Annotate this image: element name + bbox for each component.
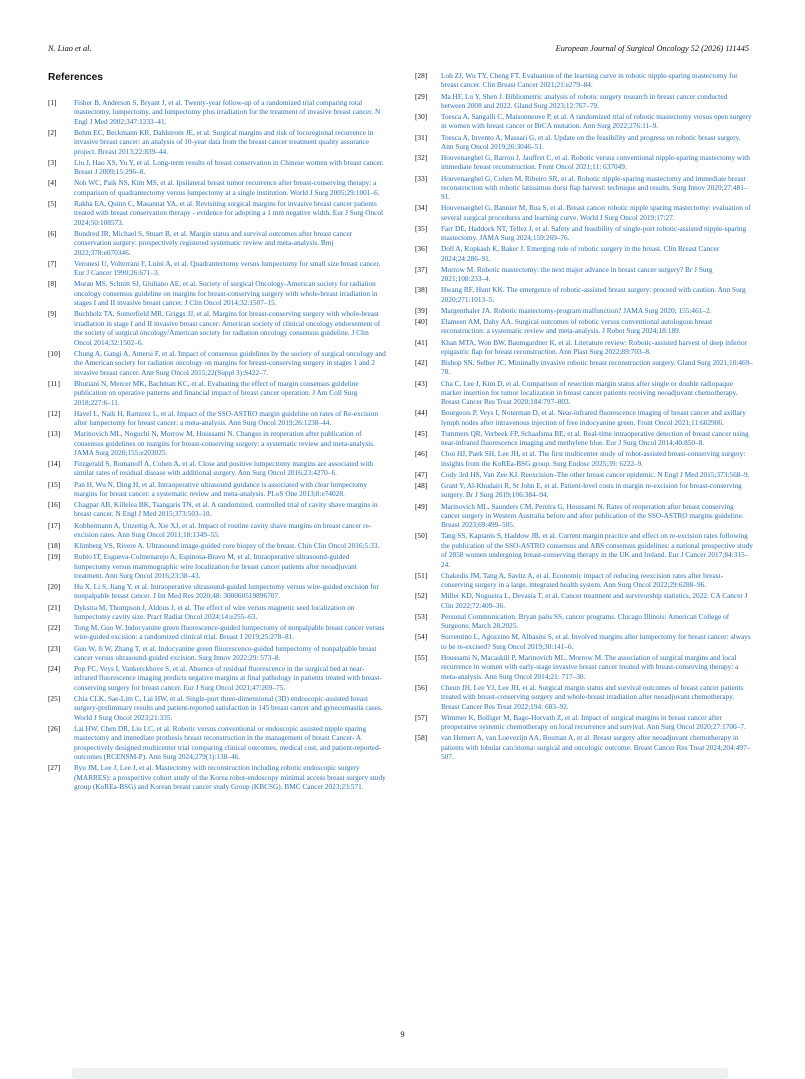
reference-number: [26] — [48, 723, 61, 733]
reference-link[interactable]: Chagpar AB, Killelea BK, Tsangaris TN, et al. A randomized, controlled trial of cavity shave margins in breast cancer. N Engl J Med 2015;373:503–10. — [74, 500, 378, 519]
reference-entry — [415, 470, 753, 479]
reference-entry — [48, 664, 386, 692]
reference-entry — [48, 623, 386, 642]
reference-number: [36] — [415, 244, 428, 254]
reference-link[interactable]: Hu X, Li S, Jiang Y, et al. Intraoperative ultrasound-guided lumpectomy versus wire-guided excision for nonpalpable breast cancer. J Int Med Res 2020;48: 300060519896707. — [74, 582, 379, 601]
reference-entry — [415, 174, 753, 202]
reference-link[interactable]: Houvenaeghel G, Bannier M, Rua S, et al. Breast cancer robotic nipple sparing mastectomy: evaluation of several surgical procedures and learning curve. World J Surg Oncol 2019;17:27. — [441, 203, 751, 222]
reference-entry — [48, 724, 386, 762]
reference-number: [49] — [415, 501, 428, 511]
reference-entry — [48, 279, 386, 307]
reference-number: [50] — [415, 531, 428, 541]
reference-number: [30] — [415, 112, 428, 121]
reference-link[interactable]: Chia CLK, Sae-Lim C, Lai HW, et al. Single-port three-dimensional (3D) endoscopic-assisted breast surgery-preliminary results and patient-reported satisfaction in 145 breast cancer and gynecomastia cases. World J Surg Oncol 2023;21:335. — [74, 693, 383, 722]
reference-link[interactable]: Personal Communication. Bryan palis SS, cancer programs. Chicago Illinois: American College of Surgeons; March 28,2025. — [441, 611, 730, 631]
reference-number: [46] — [415, 449, 428, 459]
reference-link[interactable]: Miller KD, Nogueira L, Devasia T, et al. Cancer treatment and survivorship statistics, 2022. CA Cancer J Clin 2022;72:409–36. — [441, 591, 748, 610]
reference-entry — [48, 409, 386, 428]
reference-link[interactable]: Tang SS, Kaptanis S, Haddow JB, et al. Current margin practice and effect on re-excision rates following the publication of the SSO-ASTRO consensus and ABS consensus guidelines: a national prospective study of 2858 women undergoing breast-conserving therapy in the UK and Ireland. Eur J Cancer 2017;84:315–24. — [441, 531, 753, 569]
reference-entry — [48, 500, 386, 519]
reference-number: [6] — [48, 228, 57, 238]
reference-number: [11] — [48, 378, 60, 388]
reference-entry — [415, 317, 753, 336]
reference-link[interactable]: Margenthaler JA. Robotic mastectomy-program malfunction? JAMA Surg 2020; 155:461–2. — [441, 305, 712, 315]
reference-link[interactable]: Rubio IT, Esgueva-Colmenarejo A, Espinosa-Bravo M, et al. Intraoperative ultrasound-guided lumpectomy versus mammographic wire localization for breast cancer patients after neoadjuvant treatment. Ann Surg Oncol 2016;23:38–43. — [74, 552, 357, 580]
reference-link[interactable]: Fitzgerald S, Romanoff A, Cohen A, et al. Close and positive lumpectomy margins are associated with similar rates of residual disease with additional surgery. Ann Surg Oncol 2016;23:4270–6. — [74, 459, 374, 478]
reference-link[interactable]: Sorrentino L, Agozzino M, Albasini S, et al. Involved margins after lumpectomy for breast cancer: always to be re-excised? Surg Oncol 2019;30:141–6. — [441, 632, 751, 651]
reference-entry — [48, 349, 386, 377]
reference-number: [13] — [48, 429, 61, 439]
reference-number: [42] — [415, 358, 428, 367]
reference-number: [55] — [415, 652, 428, 662]
reference-entry — [415, 306, 753, 315]
reference-link[interactable]: Dykstra M, Thompson J, Aldous J, et al. The effect of wire versus magnetic seed localization on lumpectomy cavity size. Pract Radiat Oncol 2024;14:e255–63. — [74, 602, 355, 621]
reference-number: [18] — [48, 541, 61, 551]
reference-entry — [48, 379, 386, 407]
reference-number: [38] — [415, 285, 428, 295]
reference-link[interactable]: Pan H, Wu N, Ding H, et al. Intraoperative ultrasound guidance is associated with clear lumpectomy margins for breast cancer: a systematic review and meta-analysis. PLoS One 2013;8:e74028. — [74, 479, 368, 498]
reference-entry — [48, 521, 386, 540]
reference-entry — [415, 429, 753, 448]
reference-link[interactable]: Morrow M. Robotic mastectomy: the next major advance in breast cancer surgery? Br J Surg 2021;108:233–4. — [441, 264, 713, 284]
reference-number: [5] — [48, 198, 57, 208]
reference-number: [43] — [415, 378, 428, 388]
reference-link[interactable]: Wimmer K, Bolliger M, Bago-Horvath Z, et al. Impact of surgical margins in breast cancer after preoperative systemic chemotherapy on local recurrence and survival. Ann Surg Oncol 2020;27:1700–7. — [441, 712, 746, 732]
reference-entry — [48, 763, 386, 791]
reference-link[interactable]: Noh WC, Paik NS, Kim MS, et al. Ipsilateral breast tumor recurrence after breast-conserving therapy: a comparison of quadrantectomy versus lumpectomy at a single institution. World J Surg 2005;29:1001–6. — [74, 178, 380, 197]
reference-entry — [48, 459, 386, 478]
reference-number: [1] — [48, 98, 57, 107]
reference-number: [23] — [48, 643, 61, 653]
reference-number: [25] — [48, 693, 61, 703]
reference-number: [58] — [415, 733, 428, 743]
reference-entry — [415, 683, 753, 711]
references-column-left — [48, 98, 386, 793]
reference-link[interactable]: Ryu JM, Lee J, Lee J, et al. Mastectomy with reconstruction including robotic endoscopic surgery (MARRES): a prospective cohort study of the Korea robot-endoscopy minimal access breast surgery study group (KoREa-BSG) and Korean breast cancer study Group (KBCSG). BMC Cancer 2023;23:571. — [74, 763, 386, 792]
reference-number: [51] — [415, 570, 428, 580]
reference-link[interactable]: Toesca A, Invento A, Massari G, et al. Update on the feasibility and progress on robotic breast surgery. Ann Surg Oncol 2019;26:3046–51. — [441, 132, 741, 151]
reference-entry — [48, 480, 386, 499]
reference-number: [2] — [48, 127, 57, 137]
reference-number: [31] — [415, 132, 428, 142]
reference-entry — [48, 259, 386, 278]
reference-number: [7] — [48, 258, 57, 268]
references-column-right — [415, 71, 753, 763]
reference-link[interactable]: Houvenaeghel G, Cohen M, Ribeiro SR, et al. Robotic nipple-sparing mastectomy and immediate breast reconstruction with robotic latissimus dorsi flap harvest: technique and results. Surg Innov 2020;27:481–91. — [441, 173, 748, 202]
reference-entry — [415, 632, 753, 651]
reference-link[interactable]: Klimberg VS, Rivere A. Ultrasound image-guided core biopsy of the breast. Chin Clin Oncol 2016;5:33. — [74, 541, 380, 551]
reference-number: [45] — [415, 428, 428, 438]
reference-entry — [48, 128, 386, 156]
reference-number: [44] — [415, 408, 428, 418]
reference-link[interactable]: Khan MTA, Won BW, Baumgardner K, et al. Literature review: Robotic-assisted harvest of deep inferior epigastric flap for breast reconstruction. Ann Plast Surg 2022;89:703–8. — [441, 337, 748, 356]
reference-entry — [415, 481, 753, 500]
reference-link[interactable]: Choi HJ, Paek SH, Lee JH, et al. The first multicenter study of robot-assisted breast-conserving surgery: insights from the KoREa-BSG group. Surg Endosc 2025;39: 6222–9. — [441, 449, 746, 468]
reference-link[interactable]: Doll A, Kopkash K, Baker J. Emerging role of robotic surgery in the breast. Clin Breast Cancer 2024;24:286–91. — [441, 244, 720, 263]
reference-entry — [415, 733, 753, 761]
reference-link[interactable]: Hwang RF, Hunt KK. The emergence of robotic-assisted breast surgery: proceed with caution. Ann Surg 2020;271:1013–5. — [441, 285, 746, 304]
reference-link[interactable]: Cha C, Lee J, Kim D, et al. Comparison of resection margin status after single or double radiopaque marker insertion for tumor localization in breast cancer patients receiving neoadjuvant chemotherapy. Breast Cancer Res Treat 2020;184:797–803. — [441, 378, 738, 407]
reference-number: [35] — [415, 223, 428, 233]
reference-link[interactable]: Havel L, Naik H, Ramirez L, et al. Impact of the SSO-ASTRO margin guideline on rates of Re-excision after lumpectomy for breast cancer: a meta-analysis. Ann Surg Oncol 2019;26:1238–44. — [74, 408, 379, 428]
reference-link[interactable]: Lai HW, Chen DR, Liu LC, et al. Robotic versus conventional or endoscopic assisted nipple sparing mastectomy and immediate prothesis breast reconstruction in the management of breast Cancer- A prospectively designed multicenter trial comparing clinical outcomes, medical cost, and patient-reported-outcomes (RCENSM-P). Ann Surg 2024;279(1):138–46. — [74, 723, 382, 762]
reference-link[interactable]: Tummers QR, Verbeek FP, Schaafsma BE, et al. Real-time intraoperative detection of breast cancer using near-infrared fluorescence imaging and methylene blue. Eur J Surg Oncol 2014;40:850–8. — [441, 428, 749, 448]
bottom-toolbar-strip — [72, 1068, 728, 1079]
reference-entry — [415, 502, 753, 530]
reference-number: [57] — [415, 712, 428, 722]
reference-entry — [48, 582, 386, 601]
reference-entry — [415, 338, 753, 357]
reference-link[interactable]: Guo W, Ji W, Zhang T, et al. Indocyanine green fluorescence-guided lumpectomy of nonpalpable breast cancer versus ultrasound-guided excision. Surg Innov 2022;29: 573–8. — [74, 643, 377, 662]
reference-number: [54] — [415, 632, 428, 642]
reference-number: [29] — [415, 91, 428, 101]
reference-link[interactable]: Grant Y, Al-Khudairi R, St John E, et al. Patient-level costs in margin re-excision for breast-conserving surgery. Br J Surg 2019;106:384–94. — [441, 481, 742, 500]
reference-link[interactable]: Fisher B, Anderson S, Bryant J, et al. Twenty-year follow-up of a randomized trial comparing total mastectomy, lumpectomy, and lumpectomy plus irradiation for the treatment of invasive breast cancer. N Engl J Med 2002;347:1233–41. — [74, 98, 381, 126]
reference-entry — [48, 694, 386, 722]
reference-number: [24] — [48, 664, 61, 674]
reference-entry — [415, 92, 753, 111]
reference-number: [37] — [415, 264, 428, 274]
reference-entry — [48, 229, 386, 257]
reference-number: [8] — [48, 279, 57, 289]
reference-link[interactable]: Loh ZJ, Wu TY, Cheng FT. Evaluation of the learning curve in robotic nipple-sparing mastectomy for breast cancer. Clin Breast Cancer 2021;21:e279–84. — [441, 71, 738, 90]
reference-entry — [415, 713, 753, 732]
reference-entry — [415, 265, 753, 284]
reference-entry — [48, 178, 386, 197]
reference-number: [52] — [415, 591, 428, 601]
reference-link[interactable]: Chung A, Gangi A, Amersi F, et al. Impact of consensus guidelines by the society of surgical oncology and the American society for radiation oncology on margins for breast-conserving surgery in stages 1 and 2 invasive breast cancer. Ann Surg Oncol 2015;22(Suppl 3):S422–7. — [74, 348, 386, 377]
reference-number: [22] — [48, 623, 61, 633]
reference-number: [53] — [415, 611, 428, 621]
reference-entry — [415, 133, 753, 152]
reference-number: [28] — [415, 71, 428, 80]
reference-number: [48] — [415, 481, 428, 490]
reference-link[interactable]: Behm EC, Beckmann KR, Dahlstrom JE, et al. Surgical margins and risk of locoregional recurrence in invasive breast cancer: an analysis of 10-year data from the breast cancer treatment quality assurance project. Breast 2013;22:839–44. — [74, 127, 374, 156]
reference-link[interactable]: Farr DE, Haddock NT, Tellez J, et al. Safety and feasibility of single-port robotic-assisted nipple-sparing mastectomy. JAMA Surg 2024;159:269–76. — [441, 223, 747, 243]
reference-number: [21] — [48, 602, 61, 612]
reference-entry — [48, 541, 386, 550]
reference-entry — [415, 71, 753, 90]
reference-entry — [415, 358, 753, 377]
reference-entry — [48, 98, 386, 126]
reference-number: [10] — [48, 348, 61, 358]
reference-entry — [415, 224, 753, 243]
reference-entry — [415, 153, 753, 172]
reference-entry — [415, 591, 753, 610]
reference-number: [34] — [415, 203, 428, 213]
reference-link[interactable]: Kobbermann A, Unzeitig A, Xie XJ, et al. Impact of routine cavity shave margins on breast cancer re-excision rates. Ann Surg Oncol 2011;18:1349–55. — [74, 520, 372, 539]
reference-link[interactable]: Bhutiani N, Mercer MK, Bachman KC, et al. Evaluating the effect of margin consensus guideline publication on operative patterns and financial impact of breast cancer operation. J Am Coll Surg 2018;227:6–11. — [74, 378, 359, 407]
reference-link[interactable]: Pop FC, Veys I, Vankerckhove S, et al. Absence of residual fluorescence in the surgical bed at near-infrared fluorescence imaging predicts negative margins at final pathology in patients treated with breast-conserving surgery for breast cancer. Eur J Surg Oncol 2021;47:269–75. — [74, 664, 382, 692]
reference-link[interactable]: Marinovich ML, Noguchi N, Morrow M, Houssami N. Changes in reoperation after publication of consensus guidelines on margins for breast-conserving surgery: a systematic review and meta-analysis. JAMA Surg 2020;155:e203025. — [74, 429, 375, 457]
reference-link[interactable]: Moran MS, Schnitt SJ, Giuliano AE, et al. Society of surgical Oncology-American society for radiation oncology consensus guideline on margins for breast-conserving surgery with whole-breast irradiation in stages I and II invasive breast cancer. J Clin Oncol 2014;32:1507–15. — [74, 279, 378, 308]
reference-link[interactable]: Bundred JR, Michael S, Stuart B, et al. Margin status and survival outcomes after breast cancer conservation surgery: prospectively registered systematic review and meta-analysis. Bmj 2022;378:e070346. — [74, 228, 353, 257]
reference-entry — [415, 203, 753, 222]
reference-number: [27] — [48, 763, 61, 773]
reference-number: [32] — [415, 153, 428, 162]
reference-number: [47] — [415, 469, 428, 479]
reference-number: [33] — [415, 173, 428, 183]
reference-link[interactable]: Houssami N, Macaskill P, Marinovich ML, Morrow M. The association of surgical margins and local recurrence in women with early-stage invasive breast cancer treated with breast-conserving therapy: a meta-analysis. Ann Surg Oncol 2014;21: 717–30. — [441, 652, 739, 681]
reference-link[interactable]: Cody 3rd HS, Van Zee KJ. Reexcision–The other breast cancer epidemic. N Engl J Med 2015;373:568–9. — [441, 469, 750, 479]
reference-entry — [48, 158, 386, 177]
reference-entry — [415, 408, 753, 427]
reference-entry — [48, 552, 386, 580]
reference-number: [14] — [48, 459, 61, 469]
reference-link[interactable]: Tong M, Guo W. Indocyanine green fluorescence-guided lumpectomy of nonpalpable breast cancer versus wire-guided excision: a randomized clinical trial. Breast J 2019;25:278–81. — [74, 623, 385, 642]
reference-entry — [415, 285, 753, 304]
section-title: References — [48, 72, 103, 83]
reference-number: [39] — [415, 305, 428, 315]
reference-link[interactable]: Chakedis JM, Tang A, Savitz A, et al. Economic impact of reducing reexcision rates after breast-conserving surgery in a large, integrated health system. Ann Surg Oncol 2022;29:6288–96. — [441, 570, 724, 590]
reference-link[interactable]: Rakha EA, Quinn C, Masannat YA, et al. Revisiting surgical margins for invasive breast cancer patients treated with breast conservation therapy - evidence for adopting a 1 mm negative width. Eur J Surg Oncol 2024;50:108573. — [74, 198, 384, 227]
reference-entry — [48, 644, 386, 663]
reference-number: [20] — [48, 582, 61, 592]
reference-entry — [415, 244, 753, 263]
reference-number: [9] — [48, 309, 57, 319]
reference-number: [40] — [415, 317, 428, 326]
reference-number: [15] — [48, 479, 61, 489]
running-header-journal: European Journal of Surgical Oncology 52 (2026) 111445 — [555, 44, 749, 53]
reference-link[interactable]: Buchholz TA, Somerfield MR, Griggs JJ, et al. Margins for breast-conserving surgery with whole-breast irradiation in stage I and II invasive breast cancer: American society of clinical oncology endorsement of the society of surgical oncology/American society for radiation oncology consensus guideline. J Clin Oncol 2014;32:1502–6. — [74, 309, 381, 347]
reference-entry — [48, 309, 386, 347]
reference-entry — [415, 531, 753, 569]
reference-number: [17] — [48, 520, 61, 530]
reference-entry — [415, 653, 753, 681]
reference-link[interactable]: Ma HF, Lu Y, Shen J. Bibliometric analysis of robotic surgery research in breast cancer conducted between 2008 and 2022. Gland Surg 2023;12:767–79. — [441, 91, 728, 110]
reference-entry — [415, 449, 753, 468]
reference-number: [56] — [415, 682, 428, 692]
reference-link[interactable]: Liu J, Hao XS, Yu Y, et al. Long-term results of breast conservation in Chinese women with breast cancer. Breast J 2009;15:296–8. — [74, 157, 384, 177]
reference-entry — [48, 429, 386, 457]
reference-link[interactable]: Houvenaeghel G, Barrou J, Jauffret C, et al. Robotic versus conventional nipple-sparing mastectomy with immediate breast reconstruction. Front Oncol 2021;11: 637049. — [441, 153, 750, 172]
reference-entry — [48, 603, 386, 622]
page-number: 9 — [400, 1029, 405, 1039]
reference-entry — [415, 112, 753, 131]
reference-link[interactable]: Bourgeois P, Veys I, Noterman D, et al. Near-infrared fluorescence imaging of breast cancer and axillary lymph nodes after intravenous injection of free indocyanine green. Front Oncol 2021;11:602906. — [441, 408, 746, 427]
reference-number: [19] — [48, 552, 61, 562]
reference-number: [3] — [48, 157, 57, 167]
reference-link[interactable]: van Hemert A, van Loevezijn AA, Bosman A, et al. Breast surgery after neoadjuvant chemotherapy in patients with lobular carcinoma: surgical and oncologic outcome. Breast Cancer Res Treat 2024;204:497–507. — [441, 733, 751, 762]
reference-entry — [415, 571, 753, 590]
reference-number: [41] — [415, 337, 428, 347]
reference-link[interactable]: Bishop SN, Selber JC. Minimally invasive robotic breast reconstruction surgery. Gland Surg 2021;10:469–78. — [441, 358, 753, 377]
reference-entry — [48, 199, 386, 227]
reference-number: [12] — [48, 408, 61, 418]
reference-link[interactable]: Marinovich ML, Saunders CM, Pereira G, Houssami N. Rates of reoperation after breast conserving cancer surgery in Western Australia before and after publication of the SSO-ASTRO margins guideline. Breast 2023;69:499–505. — [441, 501, 744, 530]
reference-link[interactable]: Toesca A, Sangalli C, Maisonneuve P, et al. A randomized trial of robotic mastectomy versus open surgery in women with breast cancer or BrCA mutation. Ann Surg 2022;276:11–9. — [441, 112, 752, 131]
reference-link[interactable]: Elameen AM, Dahy AA. Surgical outcomes of robotic versus conventional autologous breast reconstruction: a systematic review and meta-analysis. J Robot Surg 2024;18:189. — [441, 317, 713, 336]
reference-link[interactable]: Cheun JH, Lee YJ, Lee JH, et al. Surgical margin status and survival outcomes of breast cancer patients treated with breast-conserving surgery and whole-breast irradiation after neoadjuvant chemotherapy. Breast Cancer Res Treat 2022;194: 683–92. — [441, 682, 744, 711]
reference-entry — [415, 612, 753, 631]
reference-link[interactable]: Veronesi U, Volterrani F, Luini A, et al. Quadrantectomy versus lumpectomy for small size breast cancer. Eur J Cancer 1990;26:671–3. — [74, 258, 381, 278]
reference-number: [16] — [48, 500, 61, 510]
reference-entry — [415, 379, 753, 407]
reference-number: [4] — [48, 178, 57, 188]
running-header-authors: N. Liao et al. — [48, 44, 92, 53]
